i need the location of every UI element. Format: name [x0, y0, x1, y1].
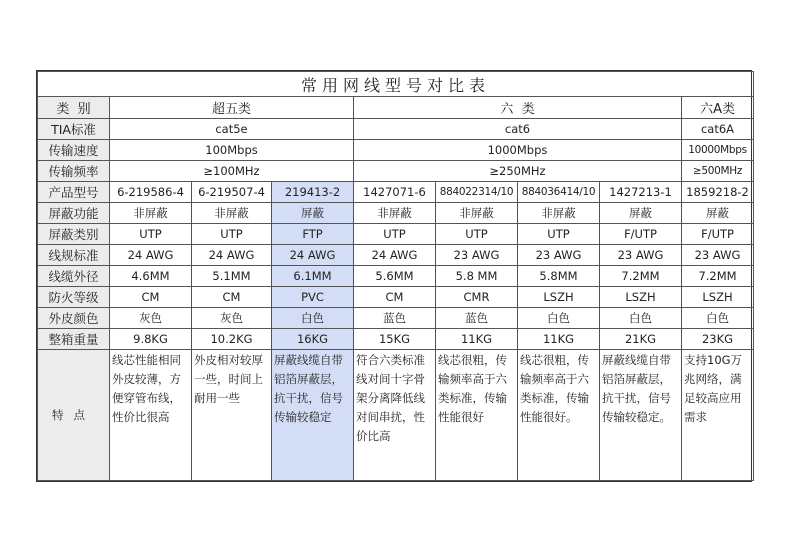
row-label: 产品型号	[38, 182, 110, 203]
group-header-cat6: 六 类	[354, 97, 682, 119]
speed-cat6a: 10000Mbps	[682, 140, 754, 161]
table-cell: LSZH	[600, 287, 682, 308]
table-cell: 非屏蔽	[354, 203, 436, 224]
table-cell: 219413-2	[272, 182, 354, 203]
table-cell: 非屏蔽	[192, 203, 272, 224]
table-cell: 蓝色	[354, 308, 436, 329]
table-cell: 白色	[518, 308, 600, 329]
table-cell: UTP	[354, 224, 436, 245]
row-label: 防火等级	[38, 287, 110, 308]
row-label: 传输频率	[38, 161, 110, 182]
table-row	[38, 329, 754, 350]
table-row	[38, 245, 754, 266]
row-label: 特点	[38, 350, 110, 481]
table-cell: 884022314/10	[436, 182, 518, 203]
table-cell: 21KG	[600, 329, 682, 350]
table-cell: 4.6MM	[110, 266, 192, 287]
table-cell: 23 AWG	[436, 245, 518, 266]
row-label: 屏蔽类别	[38, 224, 110, 245]
table-cell: 1427071-6	[354, 182, 436, 203]
row-label: TIA标准	[38, 119, 110, 140]
table-cell: 9.8KG	[110, 329, 192, 350]
feature-cell: 线芯性能相同外皮较薄，方便穿管布线，性价比很高	[110, 350, 192, 481]
feature-cell: 屏蔽线缆自带铝箔屏蔽层，抗干扰，信号传输较稳定	[272, 350, 354, 481]
table-cell: 5.1MM	[192, 266, 272, 287]
table-cell: 11KG	[518, 329, 600, 350]
table-row	[38, 224, 754, 245]
table-cell: CM	[192, 287, 272, 308]
table-cell: UTP	[110, 224, 192, 245]
table-cell: 15KG	[354, 329, 436, 350]
table-cell: 11KG	[436, 329, 518, 350]
table-cell: 23 AWG	[518, 245, 600, 266]
category-header: 类 别	[38, 97, 110, 119]
table-row	[38, 287, 754, 308]
table-cell: UTP	[192, 224, 272, 245]
table-row	[38, 182, 754, 203]
row-label: 屏蔽功能	[38, 203, 110, 224]
comparison-table	[36, 70, 752, 482]
table-cell: 24 AWG	[192, 245, 272, 266]
freq-cat6a: ≥500MHz	[682, 161, 754, 182]
table-cell: LSZH	[682, 287, 754, 308]
table-cell: 10.2KG	[192, 329, 272, 350]
table-cell: 1427213-1	[600, 182, 682, 203]
row-label: 传输速度	[38, 140, 110, 161]
table-cell: 非屏蔽	[110, 203, 192, 224]
table-cell: UTP	[518, 224, 600, 245]
table-cell: CMR	[436, 287, 518, 308]
table-cell: F/UTP	[682, 224, 754, 245]
group-header-cat5e: 超五类	[110, 97, 354, 119]
table-cell: 5.6MM	[354, 266, 436, 287]
table-cell: 1859218-2	[682, 182, 754, 203]
table-cell: 6.1MM	[272, 266, 354, 287]
table-cell: 屏蔽	[682, 203, 754, 224]
table-cell: 5.8 MM	[436, 266, 518, 287]
table-cell: 24 AWG	[110, 245, 192, 266]
table-cell: 23 AWG	[682, 245, 754, 266]
table-cell: LSZH	[518, 287, 600, 308]
row-label: 线缆外径	[38, 266, 110, 287]
table-cell: 白色	[272, 308, 354, 329]
table-cell: CM	[110, 287, 192, 308]
tia-cat5e: cat5e	[110, 119, 354, 140]
feature-cell: 支持10G万兆网络，满足较高应用需求	[682, 350, 754, 481]
table-cell: CM	[354, 287, 436, 308]
speed-cat5e: 100Mbps	[110, 140, 354, 161]
table-cell: 灰色	[192, 308, 272, 329]
group-header-cat6a: 六A类	[682, 97, 754, 119]
feature-cell: 线芯很粗，传输频率高于六类标准，传输性能很好。	[518, 350, 600, 481]
row-label: 整箱重量	[38, 329, 110, 350]
table-cell: 非屏蔽	[518, 203, 600, 224]
table-cell: 7.2MM	[682, 266, 754, 287]
table-cell: PVC	[272, 287, 354, 308]
table-cell: 24 AWG	[354, 245, 436, 266]
feature-cell: 符合六类标准线对间十字骨架分离降低线对间串扰，性价比高	[354, 350, 436, 481]
row-label: 线规标准	[38, 245, 110, 266]
table-cell: 6-219507-4	[192, 182, 272, 203]
table-cell: 6-219586-4	[110, 182, 192, 203]
table-cell: FTP	[272, 224, 354, 245]
table-cell: 蓝色	[436, 308, 518, 329]
table-row	[38, 266, 754, 287]
table-cell: UTP	[436, 224, 518, 245]
speed-cat6: 1000Mbps	[354, 140, 682, 161]
table-title: 常用网线型号对比表	[38, 72, 754, 97]
feature-cell: 外皮相对较厚一些，时间上耐用一些	[192, 350, 272, 481]
table-row	[38, 308, 754, 329]
tia-cat6: cat6	[354, 119, 682, 140]
table-cell: 白色	[682, 308, 754, 329]
freq-cat6: ≥250MHz	[354, 161, 682, 182]
table-cell: 24 AWG	[272, 245, 354, 266]
features-row	[38, 350, 754, 481]
table-cell: F/UTP	[600, 224, 682, 245]
feature-cell: 屏蔽线缆自带铝箔屏蔽层，抗干扰，信号传输较稳定。	[600, 350, 682, 481]
table-cell: 23 AWG	[600, 245, 682, 266]
table-row	[38, 203, 754, 224]
table-cell: 屏蔽	[272, 203, 354, 224]
row-label: 外皮颜色	[38, 308, 110, 329]
table-cell: 23KG	[682, 329, 754, 350]
feature-cell: 线芯很粗，传输频率高于六类标准，传输性能很好	[436, 350, 518, 481]
table-cell: 5.8MM	[518, 266, 600, 287]
table-cell: 白色	[600, 308, 682, 329]
table-cell: 屏蔽	[600, 203, 682, 224]
table-cell: 灰色	[110, 308, 192, 329]
table-cell: 16KG	[272, 329, 354, 350]
tia-cat6a: cat6A	[682, 119, 754, 140]
table-cell: 非屏蔽	[436, 203, 518, 224]
table-cell: 7.2MM	[600, 266, 682, 287]
freq-cat5e: ≥100MHz	[110, 161, 354, 182]
table-cell: 884036414/10	[518, 182, 600, 203]
